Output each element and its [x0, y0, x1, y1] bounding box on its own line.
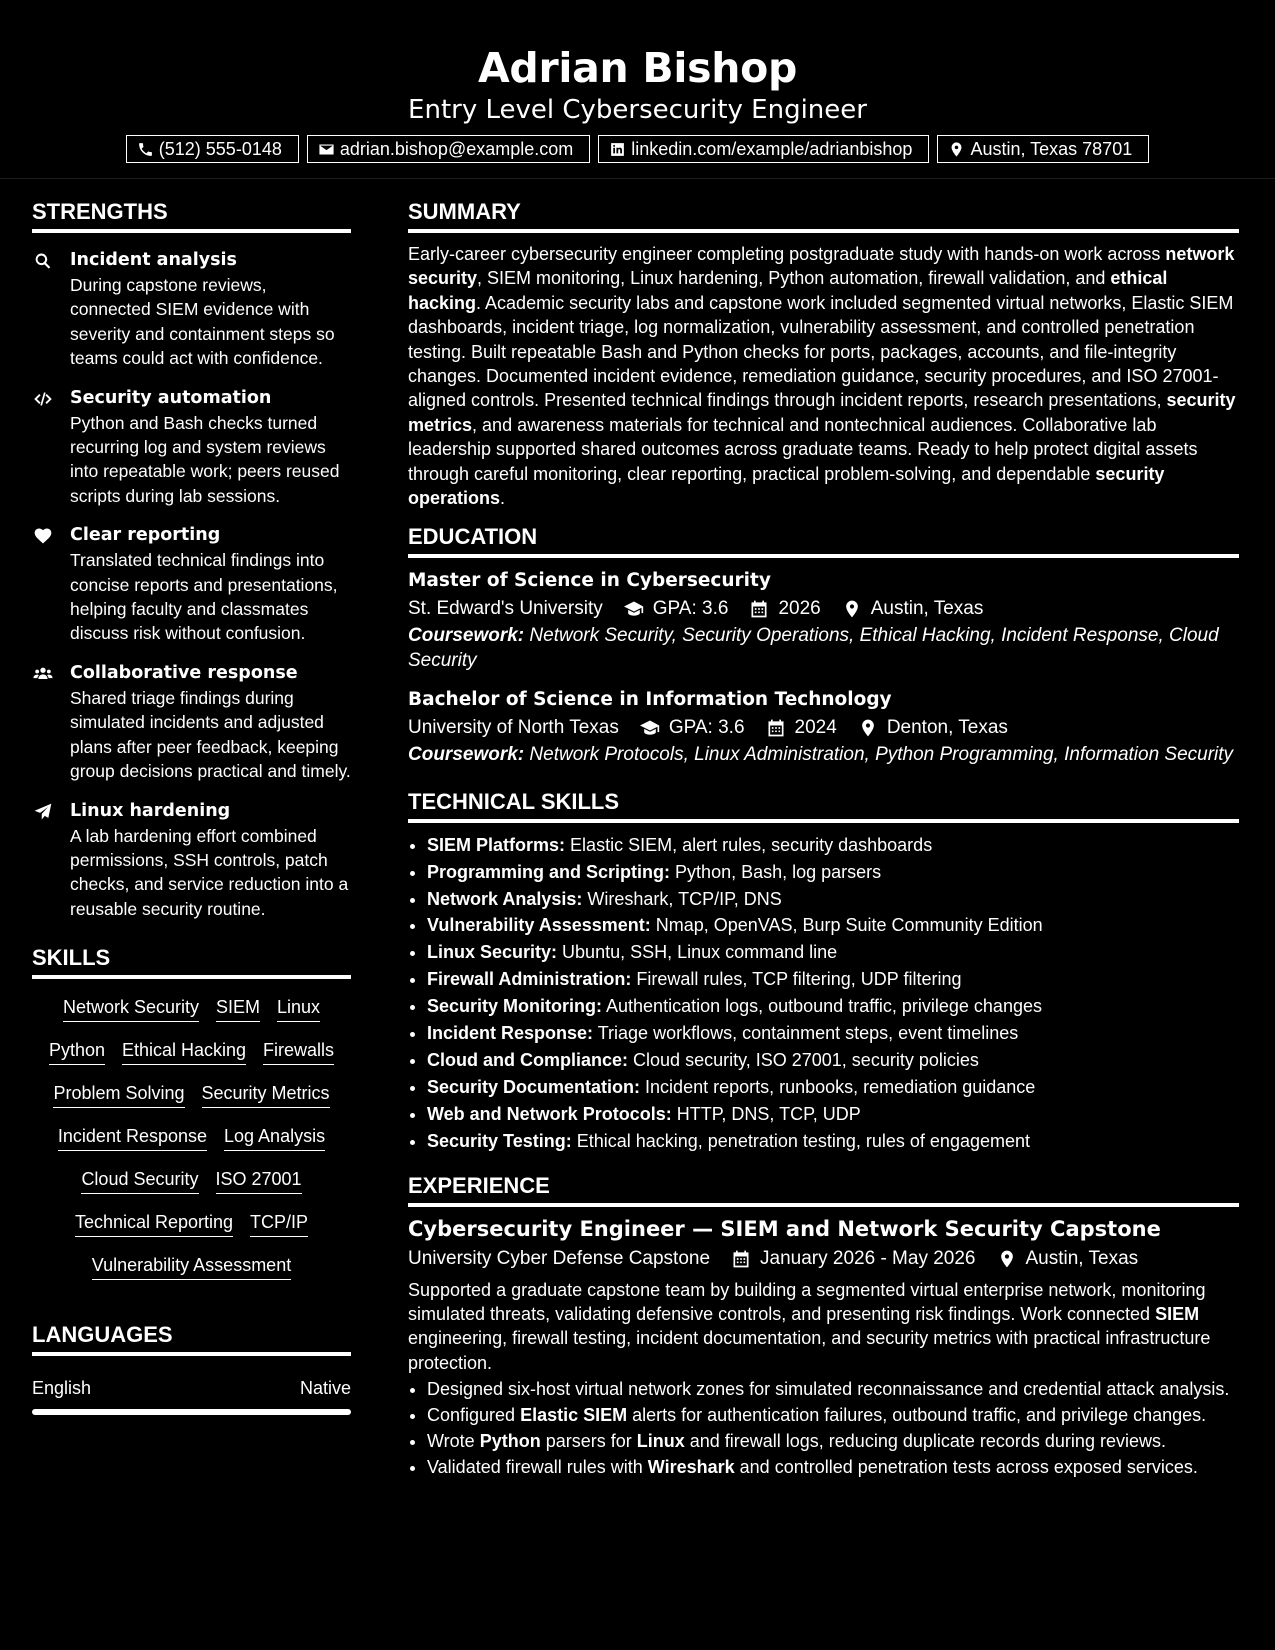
- map-pin-icon: [857, 718, 879, 738]
- coursework: [408, 624, 1239, 673]
- skill-tag: Network Security: [63, 995, 199, 1022]
- list-item: [427, 1128, 1239, 1155]
- strength-item: [32, 248, 351, 371]
- languages-heading: LANGUAGES: [32, 1318, 351, 1356]
- education-meta: [408, 713, 1239, 743]
- skill-values: Nmap, OpenVAS, Burp Suite Community Edition: [655, 915, 1043, 936]
- list-item: [427, 939, 1239, 966]
- graduation-year: 2024: [794, 717, 837, 739]
- language-row: [32, 1376, 351, 1400]
- skill-category: Incident Response:: [427, 1023, 594, 1044]
- summary-text: Early-career cybersecurity engineer completing postgraduate study with hands-on work across network security, SIEM monitoring, Linux hardening, Python automation, firewall validation, and ethical hacking. Academic security labs and capstone work included segmented virtual networks, Elastic SIEM dashboards, incident triage, log normalization, vulnerability assessment, and controlled penetration testing. Built repeatable Bash and Python checks for ports, packages, accounts, and file-integrity changes. Documented incident evidence, remediation guidance, security procedures, and ISO 27001-aligned controls. Presented technical findings through incident reports, research presentations, security metrics, and awareness materials for technical and nontechnical audiences. Collaborative lab leadership supported shared outcomes across graduate teams. Ready to help protect digital assets through careful monitoring, clear reporting, practical problem-solving, and dependable security operations.: [408, 244, 1236, 509]
- experience-summary: Supported a graduate capstone team by building a segmented virtual enterprise network, monitoring simulated threats, validating defensive controls, and presenting risk findings. Work connected SIEM engineering, firewall testing, incident documentation, and security metrics with practical infrastructure protection.: [408, 1279, 1211, 1373]
- graduation-cap-icon: [639, 718, 661, 738]
- education-meta: [408, 594, 1239, 624]
- coursework-list: Network Protocols, Linux Administration, Python Programming, Information Security: [529, 744, 1234, 766]
- skill-category: Security Testing:: [427, 1130, 572, 1151]
- calendar-icon: [765, 718, 787, 738]
- language-level: Native: [299, 1378, 351, 1399]
- email-contact[interactable]: [307, 135, 590, 163]
- code-icon: [32, 389, 54, 409]
- education-heading: EDUCATION: [408, 520, 1239, 558]
- strength-title: Security automation: [70, 387, 272, 408]
- experience-meta: [408, 1244, 1239, 1274]
- skill-tag: Ethical Hacking: [122, 1038, 246, 1065]
- right-column: [408, 195, 1239, 1479]
- skill-category: Network Analysis:: [427, 888, 583, 909]
- skill-values: Ubuntu, SSH, Linux command line: [562, 942, 838, 963]
- strength-description: During capstone reviews, connected SIEM evidence with severity and containment steps so teams could act with confidence.: [70, 275, 335, 369]
- gpa-text: GPA: 3.6: [668, 717, 745, 739]
- skill-category: Security Documentation:: [427, 1076, 641, 1097]
- list-item: [427, 832, 1239, 859]
- skill-values: Authentication logs, outbound traffic, privilege changes: [606, 996, 1042, 1017]
- list-item: [427, 886, 1239, 913]
- skill-category: Cloud and Compliance:: [427, 1049, 629, 1070]
- strength-title: Incident analysis: [70, 250, 237, 270]
- list-item: [427, 966, 1239, 993]
- list-item: [427, 859, 1239, 886]
- skill-category: Programming and Scripting:: [427, 861, 671, 882]
- skill-values: Elastic SIEM, alert rules, security dashboards: [570, 834, 933, 855]
- location-contact: [937, 135, 1149, 163]
- experience-bullets: [408, 1377, 1239, 1479]
- calendar-icon: [730, 1249, 752, 1269]
- strength-title: Linux hardening: [70, 800, 231, 821]
- location-text: Austin, Texas 78701: [970, 138, 1133, 159]
- skill-values: Firewall rules, TCP filtering, UDP filtering: [636, 969, 962, 990]
- skill-category: Web and Network Protocols:: [427, 1103, 672, 1124]
- gpa-text: GPA: 3.6: [652, 598, 729, 620]
- skill-tag: Python: [49, 1038, 105, 1065]
- skill-values: Triage workflows, containment steps, event timelines: [597, 1023, 1019, 1044]
- map-pin-icon: [948, 141, 965, 158]
- technical-skills-heading: TECHNICAL SKILLS: [408, 785, 1239, 823]
- experience-entry: [408, 1214, 1239, 1480]
- phone-icon: [137, 141, 154, 158]
- skill-category: Firewall Administration:: [427, 969, 632, 990]
- paper-plane-icon: [32, 802, 54, 822]
- list-item: • Designed six-host virtual network zones for simulated reconnaissance and credential attack analysis.: [427, 1377, 1239, 1401]
- skill-tag: Firewalls: [263, 1038, 334, 1065]
- map-pin-icon: [996, 1249, 1018, 1269]
- strength-item: [32, 523, 351, 646]
- skill-category: Linux Security:: [427, 942, 558, 963]
- coursework-label: Coursework:: [408, 744, 525, 766]
- summary-heading: SUMMARY: [408, 195, 1239, 233]
- skill-tag: Technical Reporting: [75, 1210, 233, 1237]
- coursework-list: Network Security, Security Operations, Ethical Hacking, Incident Response, Cloud Security: [408, 625, 1219, 671]
- skills-tag-list: [32, 979, 351, 1280]
- school-name: St. Edward's University: [408, 598, 603, 620]
- skill-category: SIEM Platforms:: [427, 834, 566, 855]
- strengths-heading: STRENGTHS: [32, 195, 351, 233]
- candidate-name: Adrian Bishop: [478, 44, 797, 92]
- employment-dates: January 2026 - May 2026: [760, 1247, 976, 1269]
- skill-category: Vulnerability Assessment:: [427, 915, 651, 936]
- resume-header: [0, 0, 1275, 179]
- strength-title: Clear reporting: [70, 525, 221, 546]
- map-pin-icon: [841, 599, 863, 619]
- skill-values: Wireshark, TCP/IP, DNS: [587, 888, 782, 909]
- education-entry: [408, 568, 1239, 673]
- envelope-icon: [318, 141, 335, 158]
- job-title: Cybersecurity Engineer — SIEM and Network Security Capstone: [408, 1216, 1161, 1241]
- skill-tag: SIEM: [216, 995, 260, 1022]
- list-item: • Configured Elastic SIEM alerts for authentication failures, outbound traffic, and privilege changes.: [427, 1403, 1239, 1427]
- experience-heading: EXPERIENCE: [408, 1169, 1239, 1207]
- coursework-label: Coursework:: [408, 625, 525, 647]
- list-item: [427, 1020, 1239, 1047]
- skill-values: HTTP, DNS, TCP, UDP: [676, 1103, 861, 1124]
- degree-title: Bachelor of Science in Information Technology: [408, 689, 892, 711]
- skill-tag: Cloud Security: [81, 1167, 198, 1194]
- phone-contact[interactable]: [126, 135, 299, 163]
- education-location: Denton, Texas: [886, 717, 1008, 739]
- school-name: University of North Texas: [408, 717, 619, 739]
- degree-title: Master of Science in Cybersecurity: [408, 570, 771, 592]
- graduation-cap-icon: [623, 599, 645, 619]
- strength-description: Shared triage findings during simulated incidents and adjusted plans after peer feedback, keeping group decisions practical and timely.: [70, 687, 351, 782]
- list-item: • Wrote Python parsers for Linux and firewall logs, reducing duplicate records during reviews.: [427, 1429, 1239, 1453]
- language-proficiency-bar: [32, 1409, 351, 1415]
- coursework: [408, 743, 1239, 767]
- linkedin-contact[interactable]: [598, 135, 929, 163]
- strength-description: Python and Bash checks turned recurring log and system reviews into repeatable work; peers reused scripts during lab sessions.: [70, 412, 340, 506]
- strength-title: Collaborative response: [70, 662, 298, 683]
- education-entry: [408, 687, 1239, 767]
- strength-description: A lab hardening effort combined permissions, SSH controls, patch checks, and service reduction into a reusable security routine.: [70, 825, 349, 919]
- skill-values: Ethical hacking, penetration testing, rules of engagement: [576, 1130, 1031, 1151]
- experience-location: Austin, Texas: [1025, 1247, 1139, 1269]
- organization-name: University Cyber Defense Capstone: [408, 1247, 711, 1269]
- education-location: Austin, Texas: [870, 598, 984, 620]
- skill-tag: Vulnerability Assessment: [92, 1253, 291, 1280]
- skill-values: Cloud security, ISO 27001, security policies: [633, 1049, 979, 1070]
- linkedin-icon: [609, 141, 626, 158]
- language-name: English: [32, 1378, 92, 1399]
- graduation-year: 2026: [778, 598, 821, 620]
- heart-icon: [32, 526, 54, 546]
- email-text: adrian.bishop@example.com: [339, 138, 574, 159]
- candidate-title: Entry Level Cybersecurity Engineer: [408, 95, 867, 125]
- list-item: [427, 993, 1239, 1020]
- skill-tag: Linux: [277, 995, 320, 1022]
- left-column: [32, 195, 351, 1415]
- skill-tag: Problem Solving: [53, 1081, 184, 1108]
- list-item: [427, 1074, 1239, 1101]
- list-item: [427, 1101, 1239, 1128]
- skill-tag: Log Analysis: [224, 1124, 325, 1151]
- list-item: [427, 912, 1239, 939]
- skill-tag: Incident Response: [58, 1124, 207, 1151]
- skill-tag: TCP/IP: [250, 1210, 308, 1237]
- skills-heading: SKILLS: [32, 941, 351, 979]
- strength-item: [32, 799, 351, 922]
- skill-values: Incident reports, runbooks, remediation guidance: [645, 1076, 1036, 1097]
- skill-tag: Security Metrics: [202, 1081, 330, 1108]
- strength-item: [32, 386, 351, 509]
- skill-category: Security Monitoring:: [427, 996, 602, 1017]
- phone-text: (512) 555-0148: [158, 138, 282, 159]
- strength-description: Translated technical findings into concise reports and presentations, helping faculty and classmates discuss risk without confusion.: [70, 550, 338, 644]
- list-item: • Validated firewall rules with Wireshark and controlled penetration tests across exposed services.: [427, 1455, 1239, 1479]
- users-icon: [32, 664, 54, 684]
- skill-tag: ISO 27001: [216, 1167, 302, 1194]
- contact-bar: [0, 135, 1275, 163]
- list-item: [427, 1047, 1239, 1074]
- technical-skills-list: [408, 832, 1239, 1155]
- strength-item: [32, 661, 351, 784]
- skill-values: Python, Bash, log parsers: [675, 861, 882, 882]
- calendar-icon: [748, 599, 770, 619]
- search-icon: [32, 251, 54, 271]
- linkedin-text: linkedin.com/example/adrianbishop: [631, 138, 913, 159]
